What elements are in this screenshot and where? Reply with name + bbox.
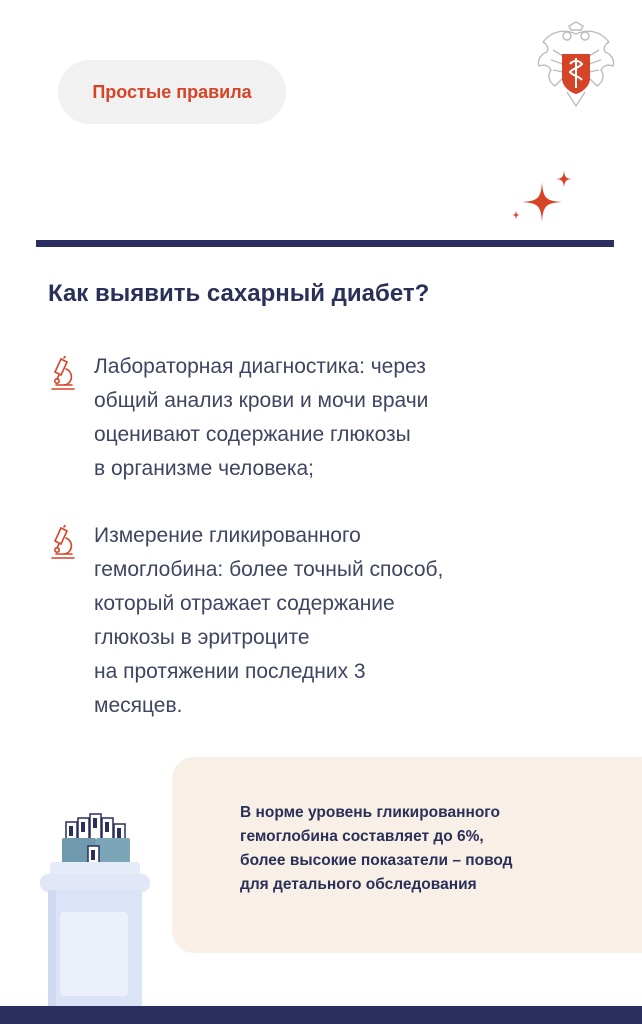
list-item [48,519,528,723]
info-callout [172,757,642,953]
ministry-emblem-icon [533,20,619,110]
section-divider [36,240,614,247]
sparkle-icon [508,168,578,232]
category-tag-label: Простые правила [92,81,252,102]
microscope-icon [48,525,78,561]
list-item [48,350,528,486]
info-callout-text: В норме уровень гликированного гемоглобина составляет до 6%, более высокие показатели – повод для детального обследования [240,804,513,893]
list-item-text: Измерение гликированного гемоглобина: более точный способ, который отражает содержание глюкозы в эритроците на протяжении последних 3 месяцев. [94,524,444,717]
category-tag [58,60,286,124]
microscope-icon [48,356,78,392]
list-item-text: Лабораторная диагностика: через общий анализ крови и мочи врачи оценивают содержание глюкозы в организме человека; [94,355,429,480]
bottom-bar [0,1006,642,1024]
page-title: Как выявить сахарный диабет? [48,280,430,307]
test-strip-bottle-icon [38,808,152,1018]
